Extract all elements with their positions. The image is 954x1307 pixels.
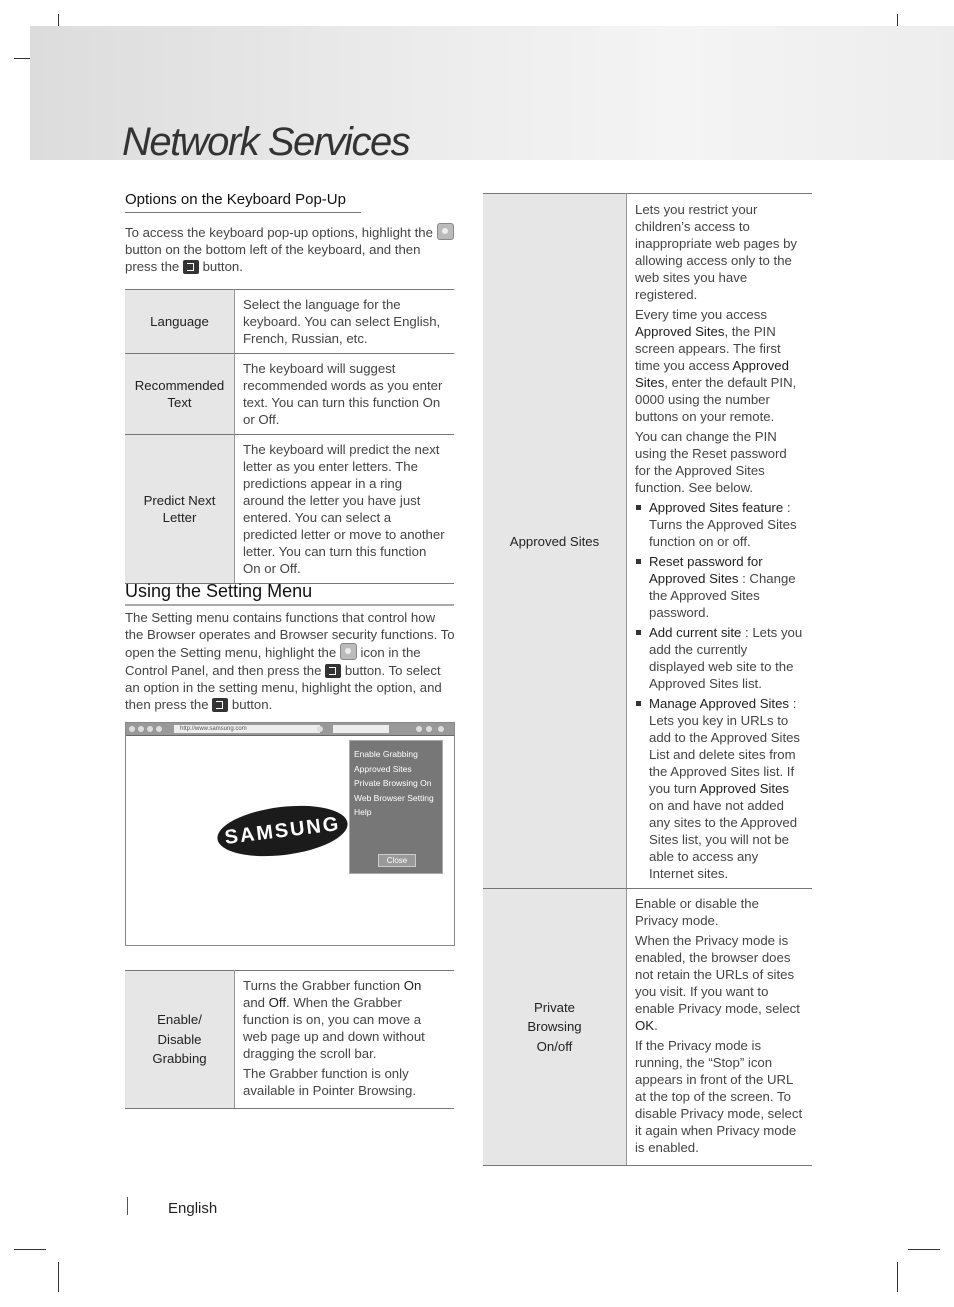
bullet-text: : Lets you key in URLs to add to the Approved Sites List and delete sites from the Approved Sites list. If you turn [649, 696, 801, 796]
table-row [125, 354, 454, 435]
footer-language: English [168, 1200, 218, 1217]
zoom-icon[interactable] [317, 726, 323, 732]
intro-text: button on the bottom left of the keyboard, and then press the [125, 242, 421, 275]
desc-text: . [654, 1018, 658, 1033]
keyboard-intro [125, 223, 455, 276]
option-desc: The keyboard will predict the next letter as you enter letters. The predictions appear in a ring around the letter you have just entered. You can select a predicted letter or move to another letter. You can turn this function On or Off. [235, 435, 455, 584]
intro-text: button. [202, 259, 243, 275]
crop-mark [14, 1249, 46, 1250]
page-title: Network Services [122, 120, 410, 164]
browser-toolbar [126, 723, 454, 736]
desc-text: . When the Grabber function is on, you can move a web page up and down without dragging the scroll bar. [243, 995, 425, 1061]
bullet-term: Approved Sites [699, 781, 790, 796]
keyboard-options-table [125, 289, 454, 584]
desc-text: and [243, 995, 269, 1010]
option-desc: The keyboard will suggest recommended words as you enter text. You can turn this function On or Off. [235, 354, 455, 435]
back-icon[interactable] [129, 726, 135, 732]
option-desc [627, 194, 813, 889]
footer-divider [127, 1197, 128, 1215]
enter-icon [183, 260, 199, 274]
bullet-text: on and have not added any sites to the Approved Sites list, you will not be able to access any Internet sites. [649, 798, 798, 881]
bullet-term: Reset password for Approved Sites [649, 554, 763, 586]
table-row [483, 194, 812, 889]
setting-menu-heading: Using the Setting Menu [125, 581, 454, 606]
desc-bold: Approved Sites [635, 324, 725, 339]
browser-screenshot [125, 722, 455, 946]
option-name-line: Grabbing [152, 1051, 207, 1067]
list-item [635, 499, 804, 550]
table-row [125, 290, 454, 354]
bullet-term: Approved Sites feature [649, 500, 784, 515]
option-name-line: Private [533, 999, 576, 1015]
desc-text: , the PIN screen appears. The first time you access [635, 324, 781, 373]
samsung-logo: SAMSUNG [215, 799, 351, 863]
keyboard-options-heading: Options on the Keyboard Pop-Up [125, 191, 361, 213]
bullet-text: : Turns the Approved Sites function on or off. [649, 500, 797, 549]
close-icon[interactable] [438, 726, 444, 732]
security-options-table [483, 193, 812, 1166]
desc-text: The Grabber function is only available in Pointer Browsing. [243, 1066, 416, 1098]
bookmark-icon[interactable] [416, 726, 422, 732]
option-name-line: Enable/ [157, 1012, 202, 1028]
refresh-icon[interactable] [147, 726, 153, 732]
option-name: Predict Next Letter [125, 435, 235, 584]
option-name [483, 889, 627, 1166]
intro-text: To access the keyboard pop-up options, highlight the [125, 225, 433, 240]
enter-icon [325, 664, 341, 678]
list-item [635, 624, 804, 692]
option-desc: Select the language for the keyboard. You can select English, French, Russian, etc. [235, 290, 455, 354]
crop-mark [908, 1249, 940, 1250]
desc-text: Lets you restrict your children’s access to inappropriate web pages by allowing access only to the web sites you have registered. [635, 202, 798, 302]
intro-text: icon in the Control Panel, and then press the [125, 645, 421, 678]
desc-bold: OK [635, 1018, 655, 1033]
table-row [125, 971, 454, 1109]
option-name: Recommended Text [125, 354, 235, 435]
desc-text: , enter the default PIN, 0000 using the number buttons on your remote. [635, 375, 797, 424]
url-bar[interactable]: http://www.samsung.com [174, 725, 320, 733]
home-icon[interactable] [156, 726, 162, 732]
desc-bold: Off [268, 995, 287, 1010]
table-row [125, 435, 454, 584]
table-row [483, 889, 812, 1166]
desc-text: Every time you access [635, 307, 767, 322]
intro-text: button. To select an option in the setting menu, highlight the option, and then press the [125, 662, 442, 713]
menu-item-help[interactable]: Help [354, 807, 372, 817]
option-desc [235, 971, 455, 1109]
bullet-term: Add current site [649, 625, 742, 640]
option-name-line: Disable [157, 1031, 202, 1047]
bullet-text: : Lets you add the currently displayed web site to the Approved Sites list. [649, 625, 803, 691]
forward-icon[interactable] [138, 726, 144, 732]
close-button[interactable]: Close [378, 854, 416, 867]
menu-item-web-browser-setting[interactable]: Web Browser Setting [354, 792, 434, 803]
setting-intro [125, 609, 455, 713]
settings-gear-icon [437, 223, 454, 240]
desc-text: You can change the PIN using the Reset password for the Approved Sites function. See below. [635, 429, 787, 495]
option-desc [627, 889, 813, 1166]
search-input[interactable] [333, 725, 389, 733]
grabbing-table [125, 970, 454, 1109]
menu-item-enable-grabbing[interactable]: Enable Grabbing [354, 749, 418, 759]
enter-icon [212, 698, 228, 712]
settings-gear-icon[interactable] [426, 726, 432, 732]
desc-text: When the Privacy mode is enabled, the browser does not retain the URLs of sites you visit. If you want to enable Privacy mode, select [635, 933, 800, 1016]
setting-menu-popup [349, 740, 443, 874]
crop-mark [897, 1262, 898, 1292]
desc-text: If the Privacy mode is running, the “Stop” icon appears in front of the URL at the top of the screen. To disable Privacy mode, select it again when Privacy mode is enabled. [635, 1038, 803, 1155]
desc-bold: On [403, 978, 422, 993]
settings-gear-icon [340, 643, 357, 660]
menu-item-approved-sites[interactable]: Approved Sites [354, 763, 412, 774]
option-name: Language [125, 290, 235, 354]
option-name: Approved Sites [483, 194, 627, 889]
desc-bold: Approved Sites [635, 358, 789, 390]
option-name-line: On/off [536, 1038, 573, 1054]
option-name-line: Browsing [527, 1019, 582, 1035]
list-item [635, 553, 804, 621]
menu-item-private-browsing[interactable]: Private Browsing On [354, 778, 432, 788]
bullet-list [635, 499, 804, 882]
desc-text: Enable or disable the Privacy mode. [635, 896, 759, 928]
crop-mark [58, 1262, 59, 1292]
bullet-term: Manage Approved Sites [649, 696, 790, 711]
intro-text: button. [231, 697, 273, 713]
desc-text: Turns the Grabber function [243, 978, 404, 993]
option-name [125, 971, 235, 1109]
intro-text: The Setting menu contains functions that control how the Browser operates and Browser security functions. To open the Setting menu, highlight the [125, 610, 455, 661]
list-item [635, 695, 804, 882]
bullet-text: : Change the Approved Sites password. [649, 571, 796, 620]
